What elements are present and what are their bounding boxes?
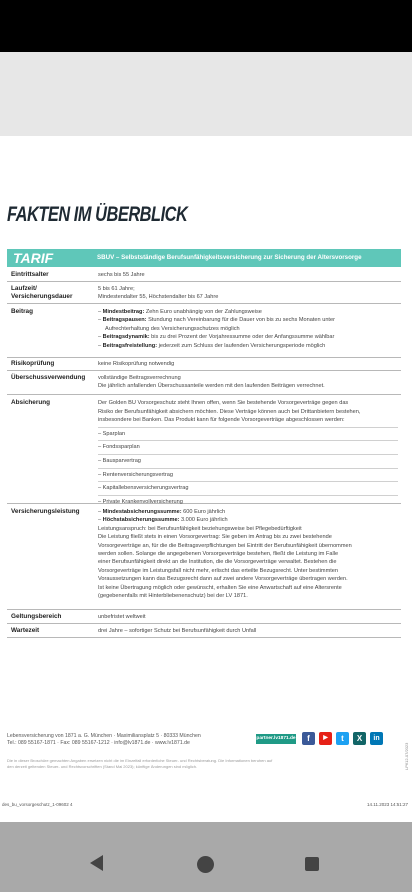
table-row — [7, 504, 401, 610]
table-row — [7, 371, 401, 395]
youtube-icon[interactable]: ▶ — [319, 732, 332, 745]
row-label: Beitrag — [11, 308, 34, 315]
row-value: – Mindestabsicherungssumme: 600 Euro jährlich – Höchstabsicherungssumme: 3.000 Euro jährlich Leistungsanspruch: bei Berufsunfähigkeit beziehungsweise bei Pflegebedürftigkeit Die Leistung fließt stets in einen Vorsorgevertrag: Sie geben im Antrag bis zu zwei bestehende Vorsorgeverträge an, für die die Beitragsverpflichtungen bei Eintritt der Berufsunfähigkeit übernommen werden sollen. Solange die angegebenen Vorsorgeverträge bestehen, fließt die Leistung im Falle einer Berufsunfähigkeit direkt an die Institution, die die Vorsorgeverträge verwaltet. Bestehen die Vorsorgeverträge im Leistungsfall nicht mehr, erlischt das erteilte Bezugsrecht. Unter bestimmten Voraussetzungen kann das Bezugsrecht dann auf zwei andere Vorsorgeverträge übertragen werden. Ist keine Übertragung möglich oder gewünscht, erhalten Sie eine Anwartschaft auf eine Altersrente (gegebenenfalls mit Hinterbliebenenschutz) bei der LV 1871. — [98, 509, 352, 600]
tarif-label: TARIF — [13, 250, 54, 266]
row-value: vollständige Beitragsverrechnung Die jährlich anfallenden Überschussanteile werden mit den laufenden Beiträgen verrechnet. — [98, 375, 325, 390]
table-row — [7, 358, 401, 371]
linkedin-icon[interactable]: in — [370, 732, 383, 745]
footer-disclaimer: Die in dieser Broschüre gemachten Angaben ersetzen nicht die im Einzelfall erforderliche Steuer- und Rechtsberatung. Die Informationen beruhen auf den derzeit geltenden Steuer- und Rechtsvorschriften (Stand Mai 2023); künftige Änderungen sind möglich. — [7, 758, 273, 769]
row-label: Risikoprüfung — [11, 360, 55, 367]
viewer-margin-top — [0, 52, 412, 136]
facebook-icon[interactable]: f — [302, 732, 315, 745]
tarif-subtitle: SBUV – Selbstständige Berufsunfähigkeitsversicherung zur Sicherung der Altersvorsorge — [97, 254, 362, 261]
row-label: Absicherung — [11, 399, 51, 406]
document-code: LP612-07/2023 — [404, 742, 409, 770]
row-value: sechs bis 55 Jahre — [98, 272, 145, 278]
table-row — [7, 304, 401, 358]
table-row — [7, 268, 401, 282]
row-label: Laufzeit/ Versicherungsdauer — [11, 285, 73, 301]
row-label: Überschussverwendung — [11, 374, 86, 381]
table-row — [7, 610, 401, 624]
row-label: Wartezeit — [11, 627, 40, 634]
row-value: keine Risikoprüfung notwendig — [98, 361, 175, 367]
status-bar — [0, 0, 412, 52]
row-value: unbefristet weltweit — [98, 614, 146, 620]
table-row — [7, 395, 401, 504]
row-value: – Mindestbeitrag: Zehn Euro unabhängig von der Zahlungsweise – Beitragspausen: Stundung nach Vereinbarung für die Dauer von bis zu sechs Monaten unter Aufrechterhaltung des Versicherungsschutzes möglich – Beitragsdynamik: bis zu drei Prozent der Vorjahressumme oder der Anfangssumme wählbar – Beitragsfreistellung: jederzeit zum Schluss der laufenden Versicherungsperiode möglich — [98, 309, 335, 349]
xing-icon[interactable]: X — [353, 732, 366, 745]
row-label: Geltungsbereich — [11, 613, 62, 620]
twitter-icon[interactable]: t — [336, 732, 349, 745]
row-value: drei Jahre – sofortiger Schutz bei Berufsunfähigkeit durch Unfall — [98, 628, 257, 634]
page-title: FAKTEN IM ÜBERBLICK — [7, 203, 188, 226]
row-value: Der Golden BU Vorsorgeschutz steht Ihnen offen, wenn Sie bestehende Vorsorgeverträge gegen das Risiko der Berufsunfähigkeit absichern möchten. Diese Verträge können auch bei Drittanbietern bestehen, insbesondere bei Banken. Das Produkt kann für folgende Vorsorgeverträge abgeschlossen werden: – Sparplan – Fondssparplan – Bausparvertrag – Rentenversicherungsvertrag – Kapitallebensversicherungsvertrag – Private Krankenvollversicherung — [98, 399, 398, 506]
back-icon[interactable] — [90, 855, 103, 871]
partner-link[interactable]: partner.lv1871.de — [256, 734, 296, 744]
row-label: Eintrittsalter — [11, 271, 49, 278]
home-icon[interactable] — [197, 856, 214, 873]
row-value: 5 bis 61 Jahre; Mindestendalter 55, Höchstendalter bis 67 Jahre — [98, 286, 219, 301]
table-row — [7, 624, 401, 638]
row-label: Versicherungsleistung — [11, 508, 80, 515]
recent-apps-icon[interactable] — [305, 857, 319, 871]
footer-address: Lebensversicherung von 1871 a. G. München · Maximiliansplatz 5 · 80333 München Tel.: 089 55167-1871 · Fax: 089 55167-1212 · info@lv1871.de · www.lv1871.de — [7, 733, 201, 746]
table-row — [7, 282, 401, 304]
table-header — [7, 249, 401, 267]
